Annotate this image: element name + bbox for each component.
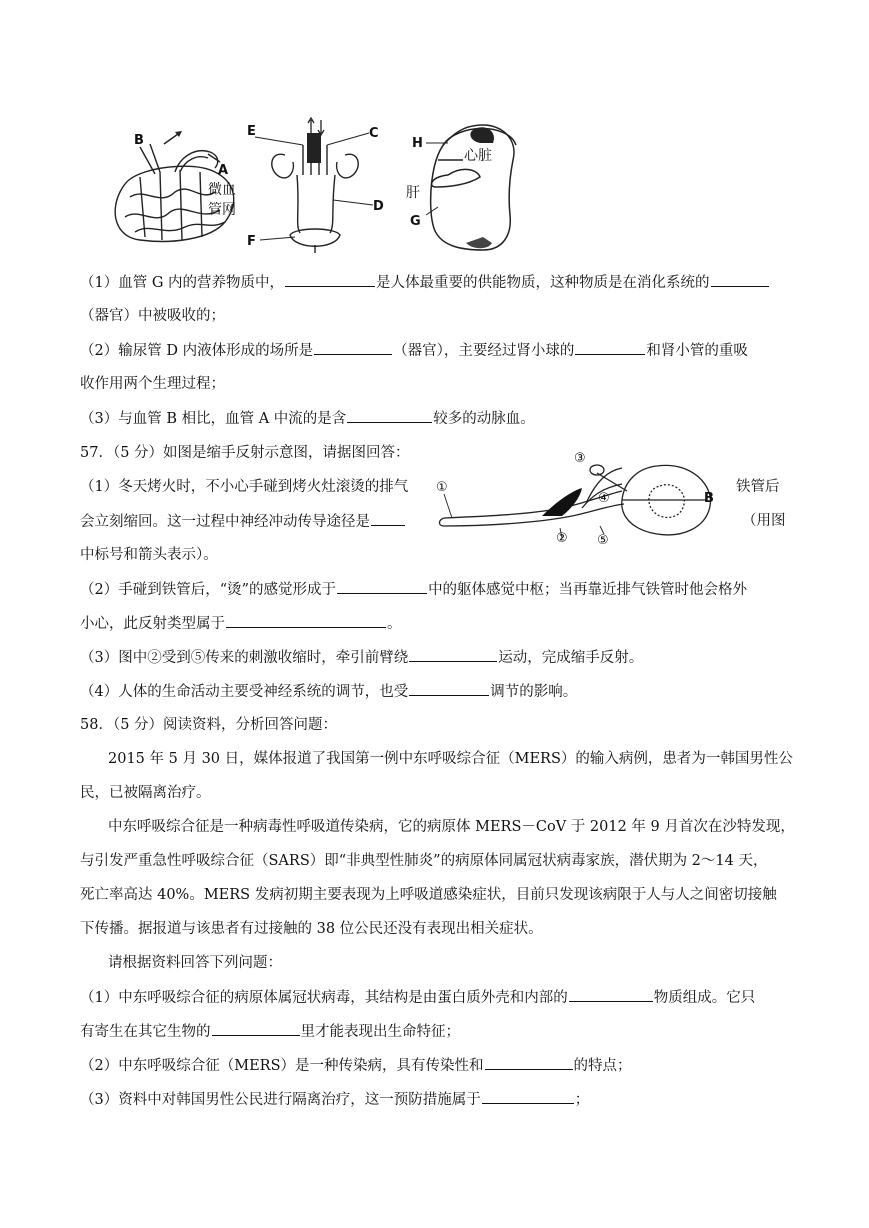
q57-text: 铁管后 <box>736 479 780 495</box>
answer-blank[interactable] <box>482 1089 574 1104</box>
label-2: ② <box>556 531 568 546</box>
q57-text: 中标号和箭头表示）。 <box>80 547 218 563</box>
q58-text: 物质组成。它只 <box>653 990 756 1006</box>
answer-blank[interactable] <box>409 647 497 662</box>
q56-line-1 <box>80 272 770 293</box>
q58-q1-line-2 <box>80 1021 460 1042</box>
q57-line-6 <box>80 647 643 668</box>
q57-line-1-tail <box>736 477 780 497</box>
label-b-spinal: B <box>704 491 714 506</box>
q58-text: （2）中东呼吸综合征（MERS）是一种传染病，具有传染性和 <box>80 1058 484 1074</box>
urinary-system-figure <box>245 115 395 255</box>
q57-line-3 <box>80 545 218 565</box>
q57-text: （1）冬天烤火时，不小心手碰到烤火灶滚烫的排气 <box>80 479 409 495</box>
passage-text: 下传播。据报道与该患者有过接触的 38 位公民还没有表现出相关症状。 <box>80 921 543 937</box>
q56-line-4 <box>80 374 225 394</box>
answer-blank[interactable] <box>226 613 386 628</box>
question-title: 57．（5 分）如图是缩手反射示意图，请据图回答： <box>80 445 410 461</box>
q58-para-3 <box>108 953 282 973</box>
answer-blank[interactable] <box>347 408 432 423</box>
label-4: ④ <box>598 491 610 506</box>
q58-para-2d <box>80 919 543 939</box>
q57-text: （4）人体的生命活动主要受神经系统的调节，也受 <box>80 684 409 700</box>
label-b: B <box>134 133 144 148</box>
heart-liver-figure <box>408 115 533 255</box>
q57-text: （用图 <box>742 513 786 529</box>
q56-text: 收作用两个生理过程； <box>80 376 225 392</box>
q56-line-5 <box>80 408 535 429</box>
label-g: G <box>410 214 421 229</box>
q58-text: （3）资料中对韩国男性公民进行隔离治疗，这一预防措施属于 <box>80 1092 481 1108</box>
passage-text: 2015 年 5 月 30 日，媒体报道了我国第一例中东呼吸综合征（MERS）的输入病例，患者为一韩国男性公 <box>108 751 793 767</box>
q57-text: 中的躯体感觉中枢；当再靠近排气铁管时他会格外 <box>428 582 748 598</box>
q58-para-1b <box>80 783 211 803</box>
answer-blank[interactable] <box>371 511 405 526</box>
label-c: C <box>369 126 379 141</box>
q57-text: （3）图中②受到⑤传来的刺激收缩时，牵引前臂绕 <box>80 650 409 666</box>
answer-blank[interactable] <box>314 340 392 355</box>
q58-q1-line-1 <box>80 987 755 1008</box>
answer-blank[interactable] <box>711 272 769 287</box>
answer-blank[interactable] <box>337 579 427 594</box>
answer-blank[interactable] <box>575 340 645 355</box>
answer-blank[interactable] <box>409 681 489 696</box>
q58-text: ； <box>574 1092 590 1108</box>
answer-blank[interactable] <box>485 1055 573 1070</box>
q58-para-1a <box>108 749 793 769</box>
passage-text: 请根据资料回答下列问题： <box>108 955 282 971</box>
q57-text: 小心，此反射类型属于 <box>80 616 225 632</box>
q58-text: 有寄生在其它生物的 <box>80 1024 211 1040</box>
label-h: H <box>412 136 423 151</box>
q57-text: 。 <box>387 616 402 632</box>
q56-text: （1）血管 G 内的营养物质中， <box>80 275 285 291</box>
label-a: A <box>218 163 229 178</box>
q57-text: （2）手碰到铁管后，“烫”的感觉形成于 <box>80 582 337 598</box>
q57-text: 会立刻缩回。这一过程中神经冲动传导途径是 <box>80 514 370 530</box>
q57-line-2 <box>80 511 406 532</box>
q56-text: 和肾小管的重吸 <box>646 343 748 359</box>
label-capillary: 微血 <box>208 182 236 198</box>
label-f: F <box>247 234 256 249</box>
label-d: D <box>373 199 384 214</box>
q58-q2-line <box>80 1055 632 1076</box>
label-3: ③ <box>574 451 586 466</box>
label-capillary-2: 管网 <box>208 202 236 218</box>
q58-para-2c <box>80 885 777 905</box>
question-title: 58．（5 分）阅读资料，分析回答问题： <box>80 717 338 733</box>
q56-text: （器官）中被吸收的； <box>80 308 225 324</box>
q56-text: （器官），主要经过肾小球的 <box>393 343 575 359</box>
q56-text: 较多的动脉血。 <box>433 411 535 427</box>
q56-line-2 <box>80 306 225 326</box>
q57-line-5 <box>80 613 402 634</box>
q58-q3-line <box>80 1089 589 1110</box>
label-1: ① <box>436 480 448 495</box>
q56-text: （2）输尿管 D 内液体形成的场所是 <box>80 343 314 359</box>
q56-line-3 <box>80 340 748 361</box>
label-5: ⑤ <box>597 533 609 548</box>
q58-title <box>80 715 337 735</box>
q57-line-7 <box>80 681 577 702</box>
q58-text: （1）中东呼吸综合征的病原体属冠状病毒，其结构是由蛋白质外壳和内部的 <box>80 990 568 1006</box>
passage-text: 中东呼吸综合征是一种病毒性呼吸道传染病，它的病原体 MERS－CoV 于 2012 年 9 月首次在沙特发现， <box>108 819 795 835</box>
answer-blank[interactable] <box>569 987 653 1002</box>
label-liver: 肝 <box>406 185 420 201</box>
label-heart: 心脏 <box>464 148 492 164</box>
reflex-arc-figure <box>432 446 732 550</box>
q58-para-2a <box>108 817 795 837</box>
q57-line-4 <box>80 579 747 600</box>
answer-blank[interactable] <box>285 272 375 287</box>
passage-text: 死亡率高达 40%。MERS 发病初期主要表现为上呼吸道感染症状，目前只发现该病限于人与人之间密切接触 <box>80 887 777 903</box>
q58-text: 里才能表现出生命特征； <box>300 1024 460 1040</box>
q56-text: 是人体最重要的供能物质，这种物质是在消化系统的 <box>376 275 710 291</box>
q57-text: 运动，完成缩手反射。 <box>498 650 644 666</box>
q58-para-2b <box>80 851 767 871</box>
passage-text: 与引发严重急性呼吸综合征（SARS）即“非典型性肺炎”的病原体同属冠状病毒家族，潜伏期为 2～14 天， <box>80 853 768 869</box>
q58-text: 的特点； <box>573 1058 632 1074</box>
label-e: E <box>247 124 256 139</box>
answer-blank[interactable] <box>212 1021 300 1036</box>
q57-title <box>80 443 410 463</box>
capillary-network-figure <box>100 122 255 250</box>
q57-line-2-tail <box>742 511 786 531</box>
passage-text: 民，已被隔离治疗。 <box>80 785 211 801</box>
q57-line-1 <box>80 477 408 497</box>
q56-text: （3）与血管 B 相比，血管 A 中流的是含 <box>80 411 347 427</box>
q57-text: 调节的影响。 <box>490 684 578 700</box>
